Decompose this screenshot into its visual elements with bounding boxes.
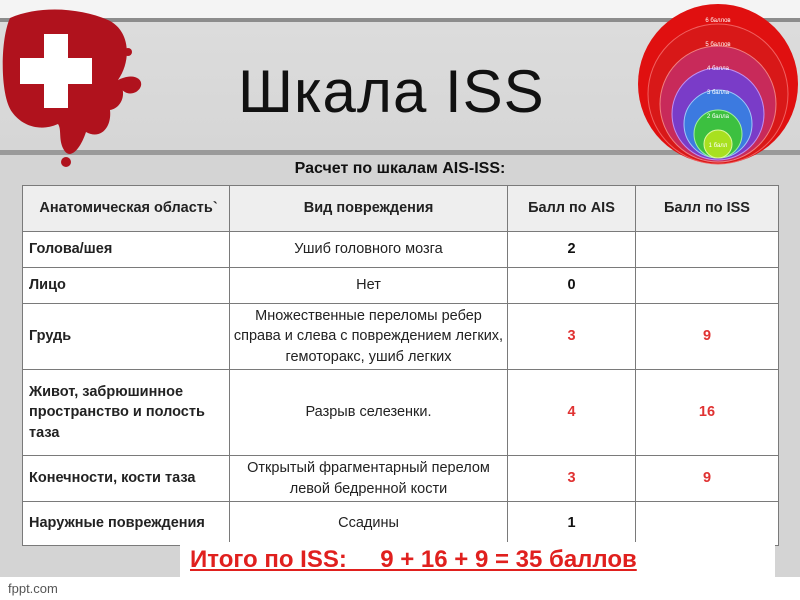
row-injury: Открытый фрагментарный перелом левой бедренной кости xyxy=(230,456,508,502)
table-row xyxy=(23,232,779,268)
row-region: Живот, забрюшинное пространство и полость таза xyxy=(23,370,230,456)
table-row xyxy=(23,370,779,456)
row-region: Голова/шея xyxy=(23,232,230,268)
row-region: Грудь xyxy=(23,304,230,370)
row-injury: Разрыв селезенки. xyxy=(230,370,508,456)
row-iss xyxy=(636,502,779,546)
header-ais: Балл по AIS xyxy=(508,186,636,232)
circle-label-1: 1 балл xyxy=(708,143,728,149)
circle-label-3: 3 балла xyxy=(707,90,729,96)
nested-score-circles xyxy=(636,2,800,168)
row-ais: 3 xyxy=(508,304,636,370)
row-iss: 9 xyxy=(636,304,779,370)
circle-label-5: 5 баллов xyxy=(705,42,731,48)
header-injury: Вид повреждения xyxy=(230,186,508,232)
row-ais: 0 xyxy=(508,268,636,304)
table-row xyxy=(23,268,779,304)
row-ais: 3 xyxy=(508,456,636,502)
slide-subtitle: Расчет по шкалам AIS-ISS: xyxy=(294,160,506,177)
row-iss: 9 xyxy=(636,456,779,502)
row-injury: Множественные переломы ребер справа и слева с повреждением легких, гемоторакс, ушиб легких xyxy=(230,304,508,370)
red-cross-splash-icon xyxy=(0,0,150,175)
table-header-row xyxy=(23,186,779,232)
circle-label-6: 6 баллов xyxy=(705,18,731,24)
circle-label-2: 2 балла xyxy=(707,114,729,120)
header-iss: Балл по ISS xyxy=(636,186,779,232)
row-region: Лицо xyxy=(23,268,230,304)
table-row xyxy=(23,456,779,502)
row-ais: 2 xyxy=(508,232,636,268)
row-iss xyxy=(636,268,779,304)
iss-total: Итого по ISS: 9 + 16 + 9 = 35 баллов xyxy=(180,542,775,578)
row-injury: Нет xyxy=(230,268,508,304)
ais-iss-table xyxy=(22,185,779,546)
slide-title: Шкала ISS xyxy=(238,58,545,125)
row-region: Конечности, кости таза xyxy=(23,456,230,502)
row-ais: 1 xyxy=(508,502,636,546)
row-injury: Ссадины xyxy=(230,502,508,546)
row-ais: 4 xyxy=(508,370,636,456)
row-iss: 16 xyxy=(636,370,779,456)
row-injury: Ушиб головного мозга xyxy=(230,232,508,268)
row-iss xyxy=(636,232,779,268)
footer-watermark: fppt.com xyxy=(8,581,58,596)
header-region: Анатомическая область` xyxy=(23,186,230,232)
footer-band xyxy=(0,577,800,600)
table-row xyxy=(23,502,779,546)
circle-label-4: 4 балла xyxy=(707,66,729,72)
row-region: Наружные повреждения xyxy=(23,502,230,546)
table-row xyxy=(23,304,779,370)
